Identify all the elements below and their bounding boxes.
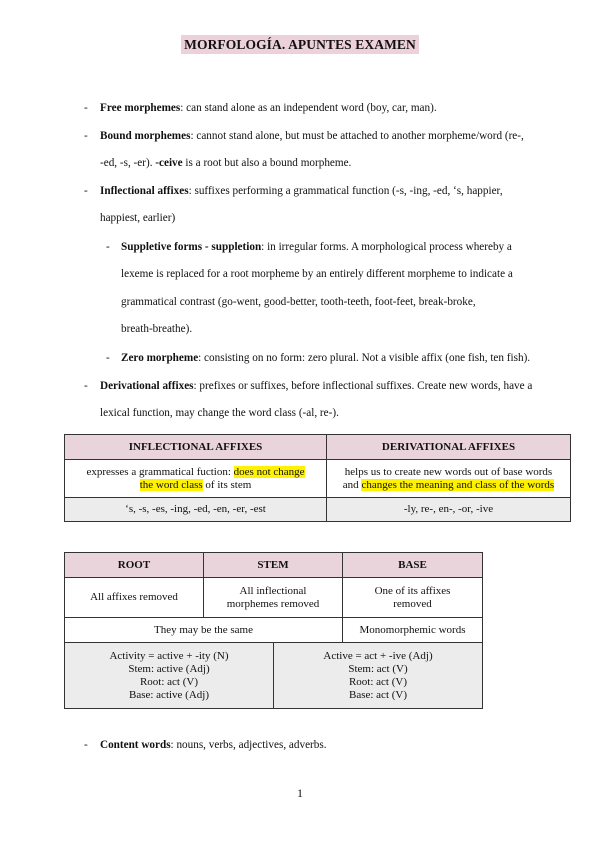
inflectional-affixes-item: Inflectional affixes: suffixes performing a grammatical function (-s, -ing, -ed, ‘s, happier,: [100, 185, 503, 197]
inflectional-description-cell: expresses a grammatical fuction: does not change the word class of its stem: [65, 460, 327, 498]
page-title: MORFOLOGÍA. APUNTES EXAMEN: [0, 36, 600, 54]
base-description-cell: One of its affixes removed: [343, 578, 483, 618]
bound-morphemes-line2: -ed, -s, -er). -ceive is a root but also a bound morpheme.: [100, 157, 352, 169]
page-number: 1: [297, 786, 303, 800]
activity-example-cell: Activity = active + -ity (N) Stem: active (Adj) Root: act (V) Base: active (Adj): [65, 643, 274, 709]
same-note-cell: They may be the same: [65, 618, 343, 643]
inflectional-affixes-header: INFLECTIONAL AFFIXES: [65, 435, 327, 460]
affix-comparison-table: [64, 434, 571, 522]
active-example-cell: Active = act + -ive (Adj) Stem: act (V) Root: act (V) Base: act (V): [274, 643, 483, 709]
suppletive-line2: lexeme is replaced for a root morpheme by an entirely different morpheme to indicate a: [121, 268, 513, 280]
bullet-dash: -: [84, 102, 88, 114]
derivational-affixes-item: Derivational affixes: prefixes or suffixes, before inflectional suffixes. Create new words, have a: [100, 380, 533, 392]
inflectional-examples-cell: ‘s, -s, -es, -ing, -ed, -en, -er, -est: [65, 498, 327, 522]
bullet-dash: -: [84, 185, 88, 197]
bullet-dash: -: [84, 130, 88, 142]
stem-description-cell: All inflectional morphemes removed: [204, 578, 343, 618]
derivational-description-cell: helps us to create new words out of base words and changes the meaning and class of the words: [327, 460, 571, 498]
derivational-affixes-header: DERIVATIONAL AFFIXES: [327, 435, 571, 460]
suppletive-line4: breath-breathe).: [121, 323, 193, 335]
bullet-dash: -: [84, 739, 88, 751]
stem-header: STEM: [204, 553, 343, 578]
derivational-examples-cell: -ly, re-, en-, -or, -ive: [327, 498, 571, 522]
bound-morphemes-item: Bound morphemes: cannot stand alone, but must be attached to another morpheme/word (re-,: [100, 130, 524, 142]
content-words-item: Content words: nouns, verbs, adjectives, adverbs.: [100, 739, 327, 751]
inflectional-affixes-line2: happiest, earlier): [100, 212, 176, 224]
suppletive-line3: grammatical contrast (go-went, good-better, tooth-teeth, foot-feet, break-broke,: [121, 296, 476, 308]
bullet-dash: -: [84, 380, 88, 392]
zero-morpheme-item: Zero morpheme: consisting on no form: zero plural. Not a visible affix (one fish, ten fish).: [121, 352, 531, 364]
monomorphemic-note-cell: Monomorphemic words: [343, 618, 483, 643]
root-stem-base-table: [64, 552, 483, 643]
derivational-affixes-line2: lexical function, may change the word class (-al, re-).: [100, 407, 339, 419]
bullet-dash: -: [106, 241, 110, 253]
bullet-dash: -: [106, 352, 110, 364]
base-header: BASE: [343, 553, 483, 578]
suppletive-forms-item: Suppletive forms - suppletion: in irregular forms. A morphological process whereby a: [121, 241, 512, 253]
root-header: ROOT: [65, 553, 204, 578]
root-description-cell: All affixes removed: [65, 578, 204, 618]
free-morphemes-item: Free morphemes: can stand alone as an independent word (boy, car, man).: [100, 102, 437, 114]
root-examples-table: [64, 642, 483, 709]
